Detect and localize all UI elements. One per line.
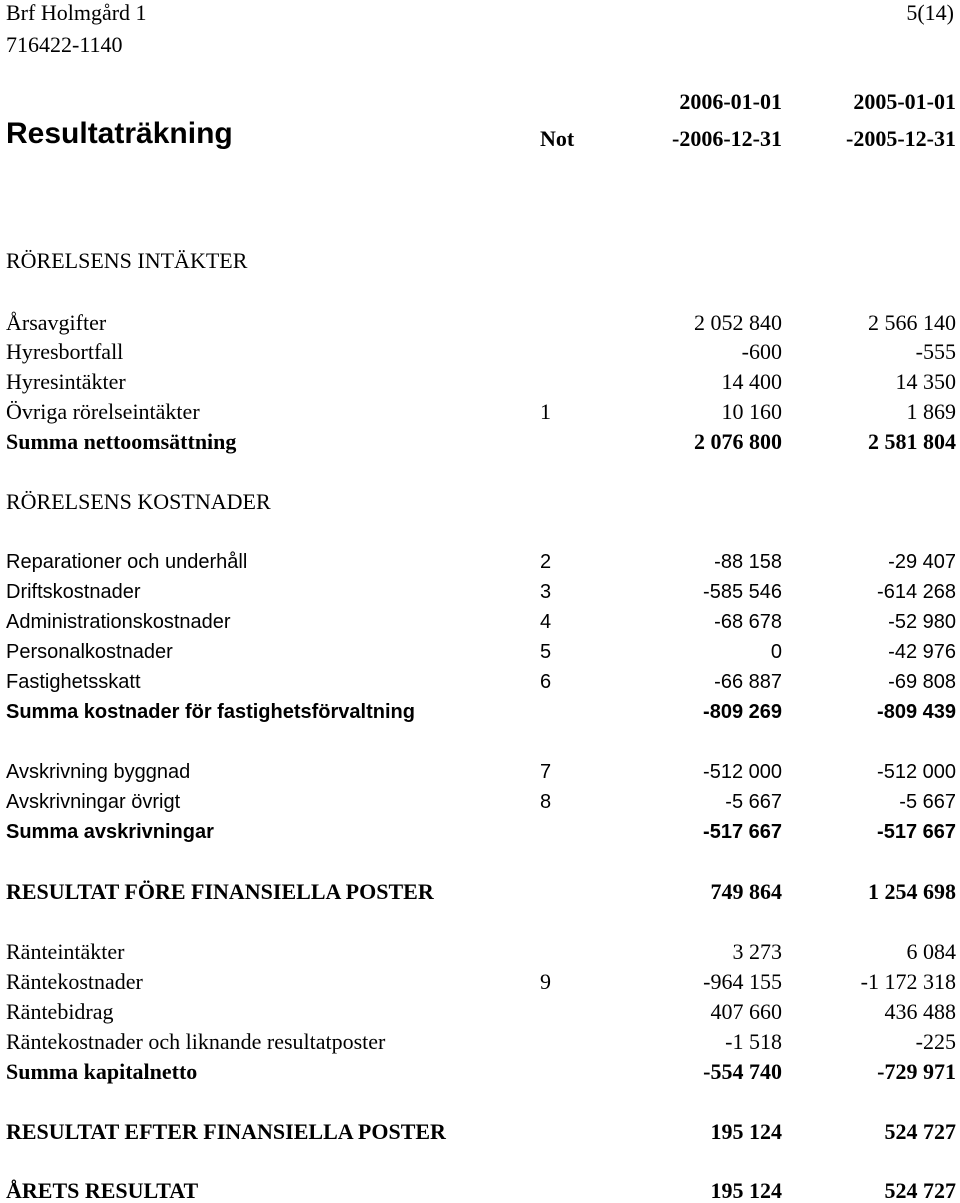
row-prior-value: -29 407 bbox=[888, 551, 956, 573]
row-prior-value: -52 980 bbox=[888, 611, 956, 633]
prior-period-from: 2005-01-01 bbox=[853, 89, 956, 114]
year-result-current: 195 124 bbox=[710, 1178, 782, 1203]
row-label: Driftskostnader bbox=[6, 581, 141, 603]
row-label: Ränteintäkter bbox=[6, 939, 125, 964]
row-label: Personalkostnader bbox=[6, 641, 173, 663]
row-label: Administrationskostnader bbox=[6, 611, 231, 633]
result-after-financial-label: RESULTAT EFTER FINANSIELLA POSTER bbox=[6, 1119, 446, 1144]
section-heading-revenue: RÖRELSENS INTÄKTER bbox=[6, 248, 248, 273]
current-period-from: 2006-01-01 bbox=[679, 89, 782, 114]
row-note: 8 bbox=[540, 791, 552, 813]
subtotal-current-value: -554 740 bbox=[703, 1059, 782, 1084]
row-prior-value: -69 808 bbox=[888, 671, 956, 693]
row-current-value: 2 052 840 bbox=[694, 310, 782, 335]
row-note: 6 bbox=[540, 671, 552, 693]
row-label: Hyresbortfall bbox=[6, 339, 124, 364]
row-label: Räntebidrag bbox=[6, 999, 114, 1024]
page-number: 5(14) bbox=[906, 0, 954, 25]
row-label: Räntekostnader och liknande resultatposter bbox=[6, 1029, 386, 1054]
row-label: Hyresintäkter bbox=[6, 369, 126, 394]
row-current-value: 407 660 bbox=[710, 999, 782, 1024]
row-label: Avskrivningar övrigt bbox=[6, 791, 181, 813]
row-label: Reparationer och underhåll bbox=[6, 551, 248, 573]
row-current-value: -600 bbox=[741, 339, 782, 364]
subtotal-current-value: 2 076 800 bbox=[694, 429, 782, 454]
subtotal-prior-value: -729 971 bbox=[877, 1059, 956, 1084]
row-note: 5 bbox=[540, 641, 552, 663]
row-prior-value: -614 268 bbox=[877, 581, 956, 603]
row-label: Räntekostnader bbox=[6, 969, 143, 994]
row-label: Årsavgifter bbox=[6, 310, 107, 335]
row-prior-value: -512 000 bbox=[877, 761, 956, 783]
row-note: 2 bbox=[540, 551, 552, 573]
row-note: 7 bbox=[540, 761, 552, 783]
year-result-prior: 524 727 bbox=[884, 1178, 956, 1203]
result-before-financial-prior: 1 254 698 bbox=[868, 879, 956, 904]
current-period-to: -2006-12-31 bbox=[672, 126, 782, 151]
row-current-value: -68 678 bbox=[714, 611, 782, 633]
subtotal-prior-value: -809 439 bbox=[877, 701, 956, 723]
row-label: Fastighetsskatt bbox=[6, 671, 141, 693]
subtotal-prior-value: -517 667 bbox=[877, 821, 956, 843]
row-prior-value: 1 869 bbox=[906, 399, 956, 424]
subtotal-label: Summa kostnader för fastighetsförvaltning bbox=[6, 701, 415, 723]
result-before-financial-label: RESULTAT FÖRE FINANSIELLA POSTER bbox=[6, 879, 434, 904]
row-current-value: -66 887 bbox=[714, 671, 782, 693]
row-note: 9 bbox=[540, 969, 551, 994]
row-current-value: -88 158 bbox=[714, 551, 782, 573]
row-prior-value: 14 350 bbox=[895, 369, 956, 394]
subtotal-label: Summa nettoomsättning bbox=[6, 429, 237, 454]
result-after-financial-prior: 524 727 bbox=[884, 1119, 956, 1144]
section-heading-costs: RÖRELSENS KOSTNADER bbox=[6, 489, 271, 514]
year-result-label: ÅRETS RESULTAT bbox=[6, 1178, 199, 1203]
row-current-value: 14 400 bbox=[721, 369, 782, 394]
result-after-financial-current: 195 124 bbox=[710, 1119, 782, 1144]
page-title: Resultaträkning bbox=[6, 117, 233, 150]
row-current-value: -512 000 bbox=[703, 761, 782, 783]
row-prior-value: -555 bbox=[915, 339, 956, 364]
row-prior-value: -42 976 bbox=[888, 641, 956, 663]
row-prior-value: 2 566 140 bbox=[868, 310, 956, 335]
subtotal-label: Summa avskrivningar bbox=[6, 821, 214, 843]
note-column-header: Not bbox=[540, 126, 575, 151]
row-current-value: 3 273 bbox=[732, 939, 782, 964]
row-current-value: -585 546 bbox=[703, 581, 782, 603]
row-prior-value: 6 084 bbox=[906, 939, 956, 964]
row-current-value: -5 667 bbox=[725, 791, 782, 813]
row-label: Avskrivning byggnad bbox=[6, 761, 191, 783]
subtotal-current-value: -809 269 bbox=[703, 701, 782, 723]
row-note: 4 bbox=[540, 611, 552, 633]
subtotal-current-value: -517 667 bbox=[703, 821, 782, 843]
row-current-value: 10 160 bbox=[721, 399, 782, 424]
row-note: 1 bbox=[540, 399, 551, 424]
subtotal-prior-value: 2 581 804 bbox=[868, 429, 956, 454]
organization-number: 716422-1140 bbox=[6, 32, 123, 57]
row-prior-value: -5 667 bbox=[899, 791, 956, 813]
prior-period-to: -2005-12-31 bbox=[846, 126, 956, 151]
row-prior-value: -225 bbox=[915, 1029, 956, 1054]
result-before-financial-current: 749 864 bbox=[710, 879, 782, 904]
row-note: 3 bbox=[540, 581, 552, 603]
row-current-value: -1 518 bbox=[725, 1029, 782, 1054]
row-prior-value: 436 488 bbox=[884, 999, 956, 1024]
organization-name: Brf Holmgård 1 bbox=[6, 0, 147, 25]
row-current-value: 0 bbox=[770, 641, 782, 663]
row-prior-value: -1 172 318 bbox=[860, 969, 956, 994]
subtotal-label: Summa kapitalnetto bbox=[6, 1059, 198, 1084]
row-current-value: -964 155 bbox=[703, 969, 782, 994]
row-label: Övriga rörelseintäkter bbox=[6, 399, 200, 424]
